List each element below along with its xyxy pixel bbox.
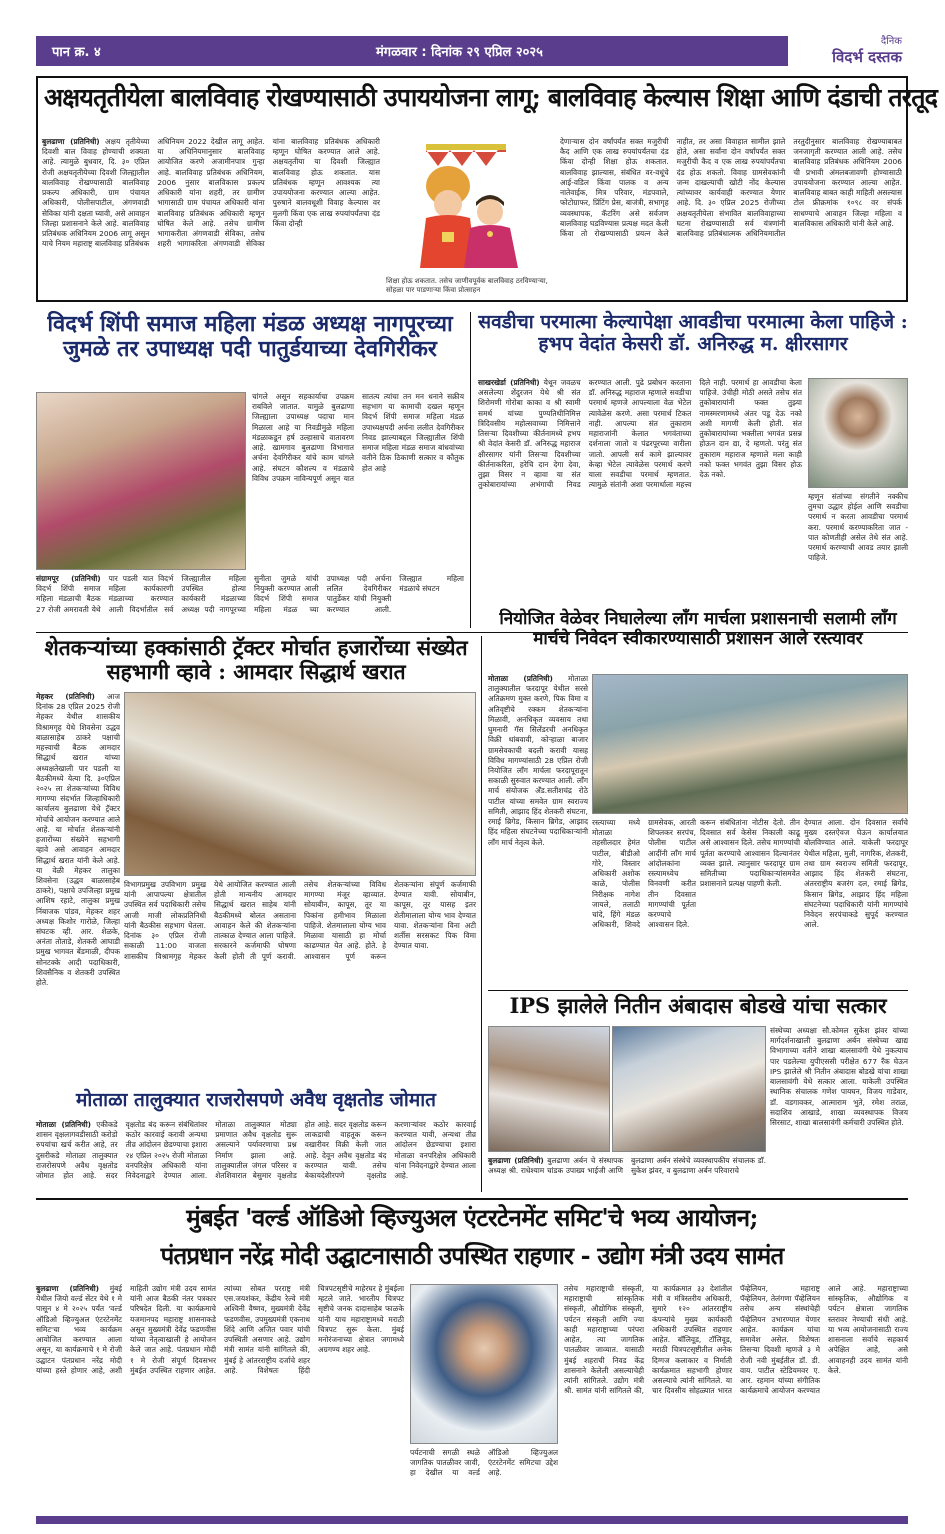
article-text: आज दिनांक 28 एप्रिल 2025 रोजी मेहकर येथील शासकीय विश्रामगृह येथे शिवसेना उद्धव बाळासाहेब ठाकरे पक्षाची महत्त्वाची बैठक आमदार सिद्धार्थ खरात यांच्या अध्यक्षतेखाली पार पडली या बैठकीमध्ये येत्या दि. ३०एप्रिल २०२५ ला शेतकऱ्यांच्या विविध मागण्या संदर्भात जिल्हाधिकारी कार्यालय बुलढाणा येथे ट्रॅक्टर मोर्चाचे आयोजन करण्यात आले आहे. या मोर्चात शेतकऱ्यांनी हजारोंच्या संख्येने सहभागी व्हावे असे आवाहन आमदार सिद्धार्थ खरात यांनी केले आहे. या वेळी मेहकर तालुका शिवसेना (उद्धव बाळासाहेब ठाकरे), पक्षाचे उपजिल्हा प्रमुख आशिष रहाटे, तालुका प्रमुख निंबाजक पांडव, मेहकर शहर अध्यक्ष किशोर गारोळे, जिल्हा संघटक व्ही. आर. शेळके, अनंता तोताडे, शेतकरी आघाडी प्रमुख भागवत बेंडमाळी, दीपक सोनटक्के आदी पदाधिकारी, शिवसैनिक व शेतकरी उपस्थित होते. [36,692,120,988]
article-tractor-morcha-headline: शेतकऱ्यांच्या हक्कांसाठी ट्रॅक्टर मोर्चात हजारोंच्या संख्येत सहभागी व्हावे : आमदार सिद्धार्थ खरात [44,635,468,685]
article-shimpi-samaj-headline: विदर्भ शिंपी समाज महिला मंडळ अध्यक्ष नागपूरच्या जुमळे तर उपाध्यक्ष पदी पातुर्डयाच्या देवगिरीकर [47,311,453,363]
uday-samant-photo [410,1284,558,1444]
page-footer-bar [36,1516,908,1524]
article-text: विदर्भ शिंपी समाज महिला मंडळाची बैठक 27 रोजी अमरावती येथे पार पडली यात विदर्भ महिला कार्यकारणी मंडळाच्या करण्यात आली विदर्भातील सर्व जिल्ह्यातील महिला उपस्थित होत्या कार्यकारी मंडळाच्या अध्यक्ष पदी नागपूरच्या सुनीता जुमळे यांची नियुक्ती करण्यात आली विदर्भ शिंपी समाज महिला मंडळ च्या उपाध्यक्ष पदी अर्चना ललित देवगिरीकर पातुर्डेकर यांची नियुक्ती करण्यात आली. जिल्ह्यात महिला मंडळाचे संघटन [36,574,464,614]
article-waves-summit-body2 [564,1284,908,1512]
long-march-protest-photo [592,674,908,814]
ips-felicitation-photo-left [488,1026,610,1152]
waves-summit-photo-caption [410,1448,558,1512]
byline: मोताळा (प्रतिनिधी) [488,674,553,683]
ips-felicitation-body [770,1026,908,1192]
column-divider [481,636,482,1192]
article-text: एकीकडे शासन वृक्षलागवडीसाठी करोडो रुपयांचा खर्च करीत आहे, तर दुसरीकडे मोताळा तालुक्यात राजरोसपणे अवैध वृक्षतोड जोमात होत आहे. सदर वृक्षतोड बंद करून संबंधितांवर कठोर कारवाई करावी अन्यथा तीव्र आंदोलन छेडण्याचा इशारा २४ एप्रिल २०२५ रोजी मोताळा वनपरिक्षेत्र अधिकारी यांना निवेदनाद्वारे देण्यात आला. मोताळा तालुक्यात मोठ्या प्रमाणात अवैध वृक्षतोड सुरू असल्याने पर्यावरणाचा प्रश्न निर्माण झाला आहे. तालुक्यातील जंगल परिसर व शेतशिवारात बेसुमार वृक्षतोड होत आहे. सदर वृक्षतोड करून लाकडाची वाहतूक करून वखारीवर विक्री केली जात आहे. देवून अवैध वृक्षतोड बंद करण्यात यावी. तसेच बेकायदेशीरपणे वृक्षतोड करणाऱ्यांवर कठोर कारवाई करण्यात यावी, अन्यथा तीव्र आंदोलन छेडण्याचा इशारा मोताळा वनपरिक्षेत्र अधिकारी यांना निवेदनाद्वारे देण्यात आला आहे. [36,1120,476,1181]
child-marriage-image-caption: शिक्षा होऊ शकतात. तसेच जाणीवपूर्वक बालविवाह ठरविण्याऱ्या, सोहळा पार पाडणाऱ्या किंवा प्रोत्साहन [386,277,548,295]
tractor-morcha-meeting-photo [124,692,476,876]
article-text: देणाऱ्यास दोन वर्षांपर्यंत सक्त मजुरीची कैद आणि एक लाख रुपयांपर्यंतचा दंड किंवा दोन्ही शिक्षा होऊ शकतात. बालविवाह झाल्यास, संबंधित वर-वधूंचे आई-वडिल किंवा पालक व अन्य नातेवाईक, मित्र परिवार, मंडपवाले, फोटोग्राफर, प्रिंटिंग प्रेस, बाजंत्री, सभागृह व्यवस्थापक, कॅटरिंग असे सर्वजण बालविवाह घडविण्यास प्रत्यक्ष मदत केली किंवा तो रोखण्यासाठी प्रयत्न केले नाहीत, तर असा विवाहात सामील झाले होते, असा सर्वांना दोन वर्षांपर्यंत सक्त मजुरीची कैद व एक लाख रुपयांपर्यंतचा दंड होऊ शकतो. विवाह ग्रामसेवकांनी जन्म दाखल्याची खोटी नोंद केल्यास त्यांच्यावर कार्यवाही करण्यात येणार आहे. दि. ३० एप्रिल 2025 रोजीच्या अक्षयतृतीयेला संभावित बालविवाहाच्या घटना रोखण्यासाठी सर्व यंत्रणांनी बालविवाह प्रतिबंधात्मक अधिनियमातील तरतुदीनुसार बालविवाह रोखण्याबाबत जनजागृती करण्यात आली आहे. तसेच बालविवाह प्रतिबंधक अधिनियम 2006 ची प्रभावी अंमलबजावणी होण्यासाठी उपाययोजना करण्यात आल्या आहेत. बालविवाह बाबत काही माहिती असल्यास टोल फ्रीक्रमांक १०९८ वर संपर्क साधण्याचे आवाहन जिल्हा महिला व बालविकास अधिकारी यांनी केले आहे. [560,137,902,238]
article-text: संस्थेच्या अध्यक्षा सौ.कोमल सुकेश झंवर यांच्या मार्गदर्शनाखाली बुलढाणा अर्बन संस्थेच्या खाद्य विभागाच्या वतीने शाखा बालसावंगी येथे नुकत्याच पार पडलेल्या युपीएससी परीक्षेत 677 रँक घेऊन IPS झालेले श्री नितीन अंबादास बोडखे यांचा शाखा बालसावंगी येथे सत्कार आला. याकेली उपस्थित स्थानिक संचालक गणेश पायघन, विजय गाडेवार, डॉ. वडगावकर, आत्माराम भुते, रमेश तराळ, सदाशिव आखाडे, शाखा व्यवस्थापक विजय सिरसाट, शाखा बालसावंगी कर्मचारी उपस्थित होते. [770,1026,908,1127]
article-text: तसेच महाराष्ट्राची संस्कृती, महाराष्ट्राची सांस्कृतिक संस्कृती, औद्योगिक संस्कृती, पर्यटन संस्कृती आणि ज्या काही महाराष्ट्राच्या परंपरा आहेत, त्या जागतिक पातळीवर जाव्यात. यासाठी मुंबई शहराची निवड केंद्र शासनाने केलेली असल्याचेही त्यांनी सांगितले. उद्योग मंत्री श्री. सामंत यांनी सांगितले की, या कार्यक्रमात ३३ देशांतील मंत्री व मंत्रिस्तरीय अधिकारी, सुमारे १२० आंतरराष्ट्रीय कंपन्यांचे मुख्य कार्यकारी अधिकारी उपस्थित राहणार आहेत. बॉलिवूड, टॉलिवूड, मराठी चित्रपटसृष्टीतील अनेक दिग्गज कलाकार व निर्माती कार्यक्रमात सहभागी होणार असल्याचे त्यांनी सांगितले. या चार दिवसीय सोहळ्यात भारत पॅव्हेलियन, महाराष्ट्र पॅव्हेलियन, तेलंगणा पॅव्हेलियन तसेच अन्य संस्थांचेही पॅव्हेलियन उभारण्यात येणार आहेत. कार्यक्रम यांचा समावेश असेल. विशेषतः तिसऱ्या दिवशी म्हणजे ३ मे रोजी नवी मुंबईतील डॉ. डी. वाय. पाटील स्टेडियमवर ए. आर. रहमान यांच्या संगीतिक कार्यक्रमाचे आयोजन करण्यात आले आहे. महाराष्ट्राच्या सांस्कृतिक, औद्योगिक व पर्यटन क्षेत्राला जागतिक स्तरावर नेण्याची संधी आहे. या भव्य आयोजनासाठी राज्य शासनाला सर्वांचे सहकार्य अपेक्षित आहे, असे आवाहनही उदय सामंत यांनी केले. [564,1284,908,1396]
shimpi-samaj-women-photo [36,392,246,570]
byline: बुलढाणा (प्रतिनिधी) [488,1156,544,1165]
byline: मेहकर (प्रतिनिधी) [36,692,95,701]
kirtankar-portrait-photo [808,378,908,488]
article-child-marriage-body-right [560,137,902,297]
byline: मोताळा (प्रतिनिधी) [36,1120,92,1129]
page-header-bar [36,36,908,66]
logo-small-text: दैनिक [880,36,902,47]
article-paramatma-headline: सवडीचा परमात्मा केल्यापेक्षा आवडीचा परमात्मा केला पाहिजे : हभप वेदांत केसरी डॉ. अनिरुद्ध म. क्षीरसागर [478,311,908,355]
article-text: देण्यात आला. दोन दिवसात सर्वांचे मुख्य दस्तऐवज घेऊन कार्यालयात बोलविण्यात आले. याकेली फरदापूर येथील महिला, मुली, नागरिक, शेतकरी, तथा ग्राम स्वराज्य समिती फरदापूर, आझाद हिंद शेतकरी संघटना, अंतरराष्ट्रीय बजरंग दल, रमाई ब्रिगेड, किसान ब्रिगेड, आझाद हिंद महिला संघटनेच्या पदाधिकारी यांनी मागण्यांचे निवेदन सरपंचाकडे सुपूर्द करण्यात आले. [804,818,908,930]
article-shimpi-samaj-body-bottom [36,574,464,624]
long-march-caption-3 [804,818,908,986]
article-text: अक्षय तृतीयेच्या दिवशी बाल विवाह होण्याची शक्यता आहे. त्यामुळे बुधवार, दि. ३० एप्रिल रोजी अक्षयतृतीयेच्या दिवशी जिल्ह्यातील बालविवाह रोखण्यासाठी बालविवाह प्रकल्प अधिकारी, ग्राम पंचायत अधिकारी, पोलीसपाटील, अंगणवाडी सेविका यांनी दक्षता घ्यावी, असे आवाहन जिल्हा प्रशासनाने केले आहे. बालविवाह प्रतिबंधक अधिनियम 2006 लागू असून याचे नियम महाराष्ट्र बालविवाह प्रतिबंधक अधिनियम 2022 देखील लागू आहेत. या अधिनियमानुसार बालविवाह आयोजित करणे अजामीनपात्र गुन्हा आहे. बालविवाह प्रतिबंधक अधिनियम, 2006 नुसार बालविकास प्रकल्प अधिकारी यांना शहरी, तर ग्रामीण भागासाठी ग्राम पंचायत अधिकारी यांना बालविवाह प्रतिबंधक अधिकारी म्हणून घोषित केले आहे. तसेच ग्रामीण भागाकरीता अंगणवाडी सेविका, तसेच शहरी भागाकरिता अंगणवाडी सेविका यांना बालविवाह प्रतिबंधक अधिकारी म्हणून घोषित करण्यात आले आहे. अक्षयतृतीया या दिवशी जिल्ह्यात बालविवाह होऊ शकतात. यास प्रतिबंधक म्हणून आवश्यक त्या उपाययोजना करण्यात आल्या आहेत. पुरुषाने बालवधूशी विवाह केल्यास वर मुलगी किंवा एक लाख रुपयांपर्यंतचा दंड किंवा दोन्ही [42,137,380,249]
byline: साखरखेर्डा (प्रतिनिधी) [478,378,540,387]
article-text: पर्यटनाची सगळी स्थळे जागतिक पातळीवर जावी, हा देखील या वर्ल्ड ऑडिओ व्हिज्युअल एंटरटेनमेंट समिटचा उद्देश आहे. [410,1448,558,1478]
article-child-marriage-headline: अक्षयतृतीयेला बालविवाह रोखण्यासाठी उपाययोजना लागू; बालविवाह केल्यास शिक्षा आणि दंडाची तरतूद [44,83,938,112]
ips-felicitation-caption [488,1156,766,1192]
kirtankar-photo-caption [808,492,908,624]
article-tree-cutting-body [36,1120,476,1192]
article-waves-summit-body [36,1284,404,1512]
long-march-caption-1 [592,818,696,986]
section-divider [36,1198,908,1200]
section-divider [488,990,908,991]
article-long-march-headline: नियोजित वेळेवर निघालेल्या लॉंग मार्चला प्रशासनाची सलामी लॉंग मार्चचे निवेदन स्वीकारण्यासाठी प्रशासन आले रस्त्यावर [499,609,897,649]
long-march-caption-2 [700,818,800,986]
article-tree-cutting-headline: मोताळा तालुक्यात राजरोसपणे अवैध वृक्षतोड जोमात [76,1089,436,1111]
article-ips-felicitation-headline: IPS झालेले नितीन अंबादास बोडखे यांचा सत्कार [509,993,887,1018]
article-text: रस्त्याच्या मध्ये मोताळा तहसीलदार हेमंत पाटील, बीडीओ गोरे, विस्तार अधिकारी अशोक काळे, पोलीस निरीक्षक नागेश जायले, तलाठी चांदे, हिंगे मंडळ अधिकारी, शिवदे ग्रामसेवक, आरती शिपलकर सरपंच, पोलीस पाटील आदींनी लॉंग मार्च आंदोलकांना रस्त्यामध्येच विनवणी करीत तीन दिवसात मागण्यांची पूर्तता करण्याचे आश्वासन दिले. [592,818,696,930]
byline: संग्रामपूर (प्रतिनिधी) [36,574,101,583]
column-divider [470,312,471,628]
article-text: करून संबंधितांना नोटीस देतो. तीन दिवसात सर्व केसेस निकाली काढू असे आश्वासन दिले. तसेच मागण्यांची पूर्तता करण्याचे आश्वासन दिल्यानंतर व्यक्त झाले. त्यानुसार फरदापूर ग्राम समितीच्या पदाधिकाऱ्यांसमवेत प्रशासनाने प्रत्यक्ष पाहणी केली. [700,818,800,889]
byline: बुलढाणा (प्रतिनिधी) [36,1284,100,1293]
article-text: चांगले असून सहकार्याचा उपक्रम राबविले जातात. यामुळे बुलढाणा जिल्ह्याला उपाध्यक्ष पदाचा मान मिळाला आहे या निवडीमुळे महिला मंडळाकडून हर्ष उल्हासाचे वातावरण आहे. खामगाव बुलढाणा विभागात अर्चना देवगिरीकर यांचे काम चांगले आहे. संघटन कौशल्य व मंडळाचे विविध उपक्रम नाविन्यपूर्ण असून यात सातत्य त्यांचा तन मन धनाने सक्रीय सहभाग या कामाची दखल म्हणून विदर्भ शिंपी समाज महिला मंडळ उपाध्यक्षपदी अर्चना ललीत देवगिरीकर निवड झाल्याबद्दल जिल्ह्यातील शिंपी समाज महिला मंडळ समाज बांधवांच्या वतीने ठिक ठिकाणी सत्कार व कौतुक होत आहे [252,392,464,483]
page-number: पान क्र. ४ [52,45,101,60]
article-waves-summit-headline-1: मुंबईत 'वर्ल्ड ऑडिओ व्हिज्युअल एंटरटेनमेंट समिट'चे भव्य आयोजन; [186,1203,758,1232]
article-waves-summit-headline-2: पंतप्रधान नरेंद्र मोदी उद्घाटनासाठी उपस्थित राहणार - उद्योग मंत्री उदय सामंत [160,1241,784,1270]
article-tractor-morcha-body [36,692,120,1082]
article-tractor-morcha-body2 [124,880,476,1082]
article-text: विभागप्रमुख उपविभाग प्रमुख यांनी आपापल्या क्षेत्रातील उपस्थित सर्व पदाधिकारी तसेच आजी माजी लोकप्रतिनिधी यांनी बैठकीस सहभाग घेतला. दिनांक ३० एप्रिल रोजी सकाळी 11:00 वाजता शासकीय विश्रामगृह मेहकर येथे आयोजित करण्यात आली होती मान्यनीय आमदार सिद्धार्थ खरात साहेब यांनी बैठकीमध्ये बोलत असताना आवाहन केले की शेतकऱ्यांना तात्काळ देण्यात आला पाहिजे. सरकारने कर्जमाफी घोषणा केली होती ती पूर्ण करावी. तसेच शेतकऱ्यांच्या विविध मागण्या मंजूर व्हाव्यात. सोयाबीन, कापूस, तूर या पिकांना हमीभाव मिळाला पाहिजे. शेतमालाला योग्य भाव मिळावा यासाठी हा मोर्चा काढण्यात येत आहे. होते. हे आश्वासन पूर्ण करून शेतकऱ्यांना संपूर्ण कर्जमाफी देण्यात यावी. सोयाबीन, कापूस, तूर यासह इतर शेतीमालाला योग्य भाव देण्यात यावा. शेतकऱ्यांना विना अटी शर्तीस सरसकट पिक विमा देण्यात यावा. [124,880,476,961]
article-text: मोताळा तालुक्यातील फरदापूर येथील सरसे अतिक्रमण मुक्त करणे, पिक विमा व अतिवृष्टीचे रक्कम शेतकऱ्यांना मिळावी, अनधिकृत व्यवसाय तथा घुमनारी गॅस सिलेंडरची अनधिकृत विक्री थांबवावी, कोऱ्हाळा बाजार ग्रामसेवकाची बदली करावी यासह विविध मागण्यांसाठी 28 एप्रिल रोजी नियोजित लॉंग मार्चला फरदापूरातून सकाळी सुरुवात करण्यात आली. लॉंग मार्च संयोजक अँड.सतीशचंद्र रोठे पाटील यांच्या समवेत ग्राम स्वराज्य समिती, आझाद हिंद शेतकरी संघटना, रमाई ब्रिगेड, किसान ब्रिगेड, आझाद हिंद महिला संघटनेच्या पदाधिकाऱ्यांनी लॉंग मार्च नेतृत्व केले. [488,674,588,847]
article-text: येथून जवळच असलेल्या शेंदुरजन येथे श्री संत शिरोमणी गोरोबा काका व श्री स्वामी समर्थ यांच्या पुण्यतिथीनिमित्त त्रिदिवसीय महोत्सवाच्या निमित्ताने तिसऱ्या दिवशीच्या कीर्तनामध्ये हभप श्री वेदांत केसरी डॉ. अनिरुद्ध महाराज क्षीरसागर यांनी तिसऱ्या दिवशीच्या कीर्तनाकरिता, हरेचि दान देगा देवा, तुझा विसर न व्हावा या संत तुकोबारायांच्या अभंगाची निवड करण्यात आली. पुढे प्रबोधन करताना डॉ. अनिरुद्ध महाराज म्हणाले सवडीचा परमार्थ म्हणजे आपल्याला वेळ भेटेल त्यावेळेस करणे. असा परमार्थ टिकत नाही. आपल्या संत तुकाराम महाराजांनी केलात भगवंताच्या दर्शनाला जातो व पंढरपूरच्या वारीला जातो. आपली सर्व कामे झाल्यावर केव्हा भेटेल त्यावेळेस परमार्थ करणे याला सवडीचा परमार्थ म्हणतात. त्यामुळे संतांनी अशा परमार्थाला महत्त्व दिले नाही. परमार्थ हा आवडीचा केला पाहिजे. उंचीही मोठी असते तसेच संत तुकोबारायांनी फक्त तुझ्या नामस्मरणामध्ये अंतर पडू देऊ नको अशी मागणी केली होती. संत तुकोबारायांच्या भक्तीला भगवंत प्रसन्न होऊन दान द्या, दे म्हणतो. परंतु संत तुकाराम महाराज म्हणाले मला काही नको फक्त भगवंत तुझा विसर होऊ देऊ नको. [478,378,802,490]
logo-main-text: विदर्भ दस्तक [832,48,902,66]
article-text: बुलढाणा अर्बन चे संस्थापक अध्यक्ष श्री. राधेश्याम चांडक उपाख्य भाईजी आणि बुलढाणा अर्बन संस्थेचे व्यवस्थापकीय संचालक डॉ. सुकेश झंवर, व बुलढाणा अर्बन परिवाराचे [488,1156,766,1176]
byline: बुलढाणा (प्रतिनिधी) [42,137,100,146]
issue-date: मंगळवार : दिनांक २९ एप्रिल २०२५ [376,45,543,60]
child-marriage-illustration [386,136,554,274]
article-text: म्हणून संतांच्या संगतीने नक्कीच तुमचा उद्धार होईल आणि सवडीचा परमार्थ न करता आवडीचा परमार्थ करा. परमार्थ करण्याकरिता जात - पात कोणतीही असेल तेथे संत आहे. परमार्थ करण्याची आवड तयार झाली पाहिजे. [808,492,908,563]
article-child-marriage-body-left [42,137,380,297]
article-long-march-body [488,674,588,986]
masthead-logo [788,30,908,72]
article-text: मुंबई येथील जियो वर्ल्ड सेंटर येथे १ मे पासून ४ मे २०२५ पर्यंत 'वर्ल्ड ऑडिओ व्हिज्युअल एंटरटेनमेंट समिट'चा भव्य कार्यक्रम आयोजित करण्यात आला असून, या कार्यक्रमाचे १ मे रोजी उद्घाटन पंतप्रधान नरेंद्र मोदी यांच्या हस्ते होणार आहे, अशी माहिती उद्योग मंत्री उदय सामंत यांनी आज बैठकी नंतर पत्रकार परिषदेत दिली. या कार्यक्रमाचे यजमानपद महाराष्ट्र शासनाकडे असून मुख्यमंत्री देवेंद्र फडणवीस यांच्या नेतृत्वाखाली हे आयोजन केले जात आहे. पंतप्रधान मोदी १ मे रोजी संपूर्ण दिवसभर मुंबईत उपस्थित राहणार आहेत. त्यांच्या सोबत परराष्ट्र मंत्री एस.जयशंकर, केंद्रीय रेल्वे मंत्री अश्विनी वैष्णव, मुख्यमंत्री देवेंद्र फडणवीस, उपमुख्यमंत्री एकनाथ शिंदे आणि अजित पवार यांची उपस्थिती असणार आहे. उद्योग मंत्री सामंत यांनी सांगितले की, मुंबई हे आंतरराष्ट्रीय दर्जाचे शहर आहे. विशेषतः हिंदी चित्रपटसृष्टीचे माहेरघर हे मुंबईला म्हटले जाते. भारतीय चित्रपट सृष्टीचे जनक दादासाहेब फाळके यांनी याच महाराष्ट्रामध्ये मराठी चित्रपट सुरू केला. मुंबई मनोरंजनाच्या क्षेत्रात जगामध्ये अग्रगण्य शहर आहे. [36,1284,404,1375]
ips-felicitation-photo-right [612,1026,766,1152]
article-paramatma-body [478,378,802,624]
